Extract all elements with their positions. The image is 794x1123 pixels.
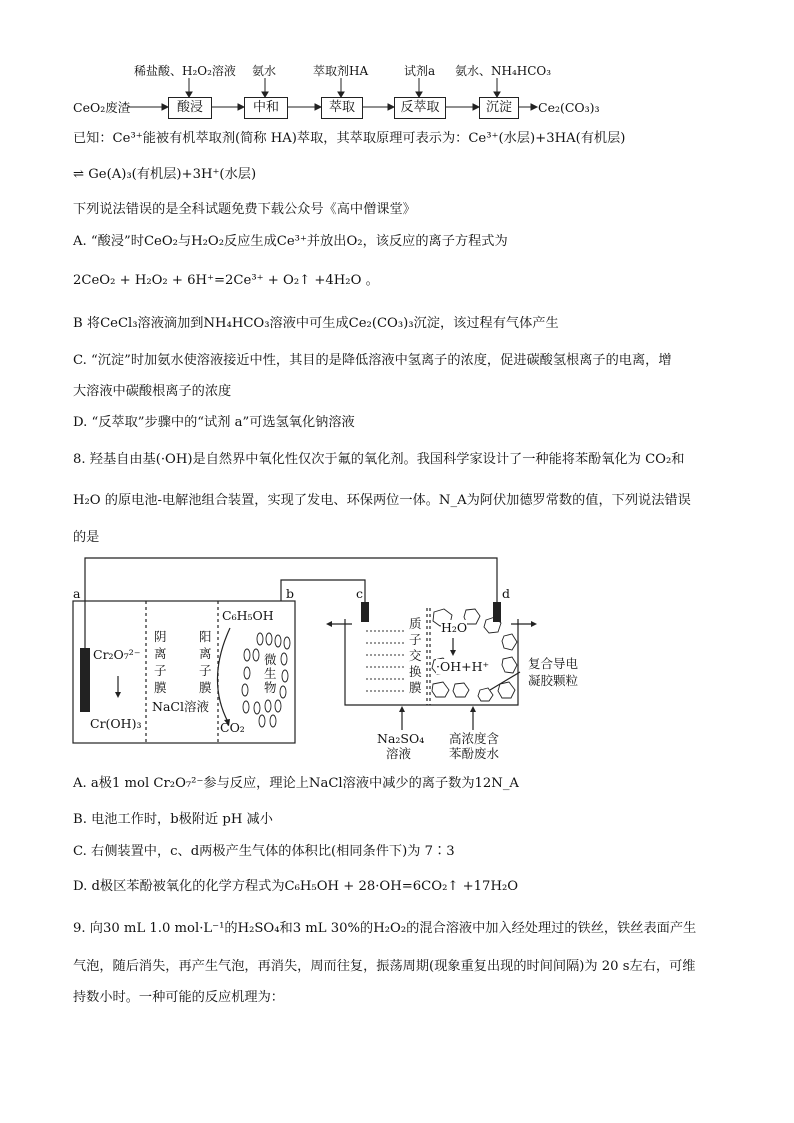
q8-stem-1: 8. 羟基自由基(·OH)是自然界中氧化性仅次于氟的氧化剂。我国科学家设计了一种能将苯酚氧化为 CO₂和 bbox=[73, 452, 685, 467]
q7-option-a: A. “酸浸”时CeO₂与H₂O₂反应生成Ce³⁺并放出O₂，该反应的离子方程式为 bbox=[73, 234, 508, 249]
q9-stem-3: 持数小时。一种可能的反应机理为： bbox=[73, 990, 284, 1005]
proton-membrane-label: 质 子 交 换 膜 bbox=[409, 616, 422, 695]
q7-option-b: B 将CeCl₃溶液滴加到NH₄HCO₃溶液中可生成Ce₂(CO₃)₃沉淀，该过程有气体产生 bbox=[73, 316, 559, 331]
electrode-c-label: c bbox=[356, 586, 364, 601]
cr-oh3-label: Cr(OH)₃ bbox=[90, 716, 142, 731]
hydroxyl-label: ·OH+H⁺ bbox=[436, 659, 490, 674]
reagent-extractant: 萃取剂HA bbox=[313, 64, 369, 78]
water-label: H₂O bbox=[441, 620, 468, 635]
q9-stem-1: 9. 向30 mL 1.0 mol·L⁻¹的H₂SO₄和3 mL 30%的H₂O₂的混合溶液中加入经处理过的铁丝，铁丝表面产生 bbox=[73, 921, 697, 936]
gel-label-1: 复合导电 bbox=[528, 656, 579, 671]
flow-step-precipitate: 沉淀 bbox=[479, 97, 519, 119]
q8-option-a: A. a极1 mol Cr₂O₇²⁻参与反应，理论上NaCl溶液中减少的离子数为12N_A bbox=[73, 776, 519, 791]
reagent-a: 试剂a bbox=[404, 64, 436, 78]
microbe-label: 微 生 物 bbox=[264, 652, 277, 695]
anion-membrane-label: 阴 离 子 膜 bbox=[154, 629, 167, 695]
electrode-b-label: b bbox=[286, 586, 295, 601]
electrode-a-label: a bbox=[73, 586, 81, 601]
q8-stem-3: 的是 bbox=[73, 530, 100, 545]
known-line-2: ⇌ Ge(A)₃(有机层)+3H⁺(水层) bbox=[73, 167, 257, 182]
phenol-label: C₆H₅OH bbox=[222, 608, 274, 623]
flow-start: CeO₂废渣 bbox=[73, 100, 131, 115]
cation-membrane-label: 阳 离 子 膜 bbox=[199, 629, 212, 695]
flow-step-neutralize: 中和 bbox=[244, 97, 288, 119]
na2so4-solution-label: 溶液 bbox=[386, 746, 412, 761]
q8-option-c: C. 右侧装置中，c、d两极产生气体的体积比(相同条件下)为 7∶3 bbox=[73, 844, 455, 859]
dichromate-label: Cr₂O₇²⁻ bbox=[93, 647, 141, 662]
waste-label-1: 高浓度含 bbox=[449, 731, 500, 746]
reagent-ammonia-bicarb: 氨水、NH₄HCO₃ bbox=[455, 64, 552, 78]
q7-option-d: D. “反萃取”步骤中的“试剂 a”可选氢氧化钠溶液 bbox=[73, 415, 355, 430]
electrode-d-label: d bbox=[502, 586, 511, 601]
flow-step-acid-leach: 酸浸 bbox=[168, 97, 212, 119]
q7-option-a-equation: 2CeO₂ + H₂O₂ + 6H⁺=2Ce³⁺ + O₂↑ +4H₂O 。 bbox=[73, 273, 379, 288]
known-line-1: 已知：Ce³⁺能被有机萃取剂(简称 HA)萃取，其萃取原理可表示为：Ce³⁺(水层)+3HA(有机层) bbox=[73, 131, 626, 146]
q7-option-c-cont: 大溶液中碳酸根离子的浓度 bbox=[73, 384, 232, 399]
q7-option-c: C. “沉淀”时加氨水使溶液接近中性，其目的是降低溶液中氢离子的浓度，促进碳酸氢根离子的电离，增 bbox=[73, 353, 672, 368]
reagent-ammonia: 氨水 bbox=[252, 64, 277, 78]
flow-step-back-extract: 反萃取 bbox=[394, 97, 446, 119]
q8-stem-2: H₂O 的原电池-电解池组合装置，实现了发电、环保两位一体。N_A为阿伏加德罗常数的值，下列说法错误 bbox=[73, 493, 691, 508]
gel-label-2: 凝胶颗粒 bbox=[528, 673, 579, 688]
q7-stem: 下列说法错误的是全科试题免费下载公众号《高中僧课堂》 bbox=[73, 202, 416, 217]
nacl-solution-label: NaCl溶液 bbox=[152, 699, 209, 714]
flow-step-extract: 萃取 bbox=[321, 97, 363, 119]
flow-end: Ce₂(CO₃)₃ bbox=[538, 100, 600, 115]
q8-option-d: D. d极区苯酚被氧化的化学方程式为C₆H₅OH + 28·OH=6CO₂↑ +17H₂O bbox=[73, 879, 519, 894]
na2so4-label: Na₂SO₄ bbox=[377, 731, 425, 746]
q8-option-b: B. 电池工作时，b极附近 pH 减小 bbox=[73, 812, 273, 827]
waste-label-2: 苯酚废水 bbox=[449, 746, 500, 761]
reagent-acid: 稀盐酸、H₂O₂溶液 bbox=[134, 64, 236, 78]
co2-label: CO₂ bbox=[220, 720, 245, 735]
q9-stem-2: 气泡，随后消失，再产生气泡，再消失，周而往复，振荡周期(现象重复出现的时间间隔)为 20 s左右，可维 bbox=[73, 959, 696, 974]
